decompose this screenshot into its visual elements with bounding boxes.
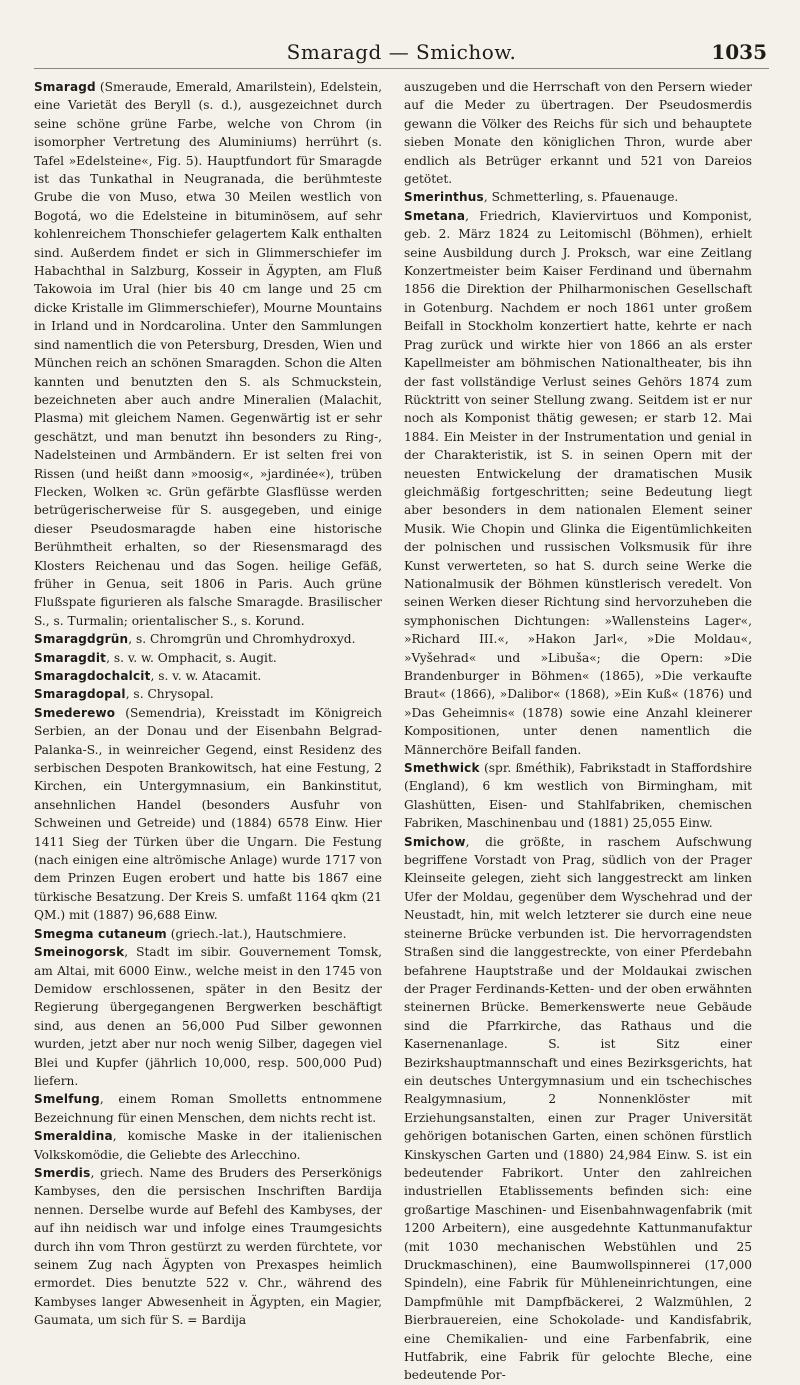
entry-text: , s. v. w. Omphacit, s. Augit.	[106, 650, 277, 665]
entry-headword: Smerinthus	[404, 190, 484, 205]
entry-headword: Smethwick	[404, 761, 480, 776]
entry-headword: Smaragdochalcit	[34, 669, 151, 683]
entry-text: , Schmetterling, s. Pfauenauge.	[483, 190, 679, 205]
page-number: 1035	[711, 40, 767, 64]
entry-text: , griech. Name des Bruders des Perserkönigs Kambyses, den die persischen Inschriften Bardija nennen. Derselbe wurde auf Befehl des Kambyses, der auf ihn neidisch war und infolge eines Traumgesichts durch ihn vom Thron gestürzt zu werden fürchtete, vor seinem Zug nach Ägypten von Prexaspes heimlich ermordet. Dies benutzte 522 v. Chr., während des Kambyses langer Abwesenheit in Ägypten, ein Magier, Gaumata, um sich für S. = Bardija	[34, 1165, 382, 1328]
lexicon-entry	[34, 943, 382, 1090]
lexicon-entry	[34, 1090, 382, 1127]
entry-text: , einem Roman Smolletts entnommene Bezeichnung für einen Menschen, dem nichts recht ist.	[34, 1092, 382, 1125]
entry-headword: Smetana	[404, 208, 466, 223]
right-column	[404, 78, 752, 1383]
entry-headword: Smerdis	[34, 1165, 91, 1180]
lexicon-entry	[34, 649, 382, 667]
entry-text: , Stadt im sibir. Gouvernement Tomsk, am Altai, mit 6000 Einw., welche meist in den 1745 von Demidow erschlossenen, später in den Besitz der Regierung übergegangenen Bergwerken beschäftigt sind, aus denen an 56,000 Pud Silber gewonnen wurden, jetzt aber nur noch wenig Silber, dagegen viel Blei und Kupfer (jährlich 10,000, resp. 500,000 Pud) liefern.	[34, 945, 382, 1088]
entry-text: (Semendria), Kreisstadt im Königreich Serbien, an der Donau und der Eisenbahn Belgrad-Palanka-S., in weinreicher Gegend, einst Residenz des serbischen Despoten Brankowitsch, hat eine Festung, 2 Kirchen, ein Untergymnasium, ein Bankinstitut, ansehnlichen Handel (besonders Ausfuhr von Schweinen und Getreide) und (1884) 6578 Einw. Hier 1411 Sieg der Türken über die Ungarn. Die Festung (nach einigen eine altrömische Anlage) wurde 1717 von dem Prinzen Eugen erobert und hatte bis 1867 eine türkische Besatzung. Der Kreis S. umfaßt 1164 qkm (21 QM.) mit (1887) 96,688 Einw.	[34, 705, 382, 923]
lexicon-entry	[404, 759, 752, 833]
entry-headword: Smaragdit	[34, 650, 107, 665]
lexicon-entry	[404, 78, 752, 188]
lexicon-entry	[34, 925, 382, 943]
lexicon-entry	[34, 704, 382, 925]
entry-text: (Smeraude, Emerald, Amarilstein), Edelstein, eine Varietät des Beryll (s. d.), ausgezeichnet durch seine schöne grüne Farbe, welche von Chrom (in isomorpher Vertretung des Aluminiums) herrührt (s. Tafel »Edelsteine«, Fig. 5). Hauptfundort für Smaragde ist das Tunkathal in Neugranada, die berühmteste Grube die von Muso, etwa 30 Meilen westlich von Bogotá, wo die Edelsteine in bituminösem, auf sehr kohlenreichem Thonschiefer gelagertem Kalk enthalten sind. Außerdem findet er sich in Glimmerschiefer im Habachthal in Salzburg, Kosseir in Ägypten, am Fluß Takowoia im Ural (hier bis 40 cm lange und 25 cm dicke Kristalle im Glimmerschiefer), Mourne Mountains in Irland und in Nordcarolina. Unter den Sammlungen sind namentlich die von Petersburg, Dresden, Wien und München reich an schönen Smaragden. Schon die Alten kannten und benutzten den S. als Schmuckstein, bezeichneten aber auch andre Mineralien (Malachit, Plasma) mit gleichem Namen. Gegenwärtig ist er sehr geschätzt, und man benutzt ihn besonders zu Ring-, Nadelsteinen und Armbändern. Er ist selten frei von Rissen (und heißt dann »moosig«, »jardinée«), trüben Flecken, Wolken ꝛc. Grün gefärbte Glasflüsse werden betrügerischerweise für S. ausgegeben, und einige dieser Pseudosmaragde haben eine historische Berühmtheit erhalten, so der Riesensmaragd des Klosters Reichenau und das Sogen. heilige Gefäß, früher in Genua, seit 1806 in Paris. Auch grüne Flußspate figurieren als falsche Smaragde. Brasilischer S., s. Turmalin; orientalischer S., s. Korund.	[34, 80, 382, 628]
header-title: Smaragd — Smichow.	[286, 40, 517, 64]
running-header	[34, 38, 769, 69]
lexicon-entry	[404, 188, 752, 206]
lexicon-entry	[34, 685, 382, 703]
entry-text: , die größte, in raschem Aufschwung begriffene Vorstadt von Prag, südlich von der Prager Kleinseite gelegen, zieht sich langgestreckt am linken Ufer der Moldau, gegenüber dem Wyschehrad und der Neustadt, hin, mit welch letzterer sie durch eine neue steinerne Brücke verbunden ist. Die hervorragendsten Straßen sind die langgestreckte, von einer Pferdebahn befahrene Hauptstraße und der Moldaukai zwischen der Prager Ferdinands-Ketten- und der oben erwähnten steinernen Brücke. Bemerkenswerte neue Gebäude sind die Pfarrkirche, das Rathaus und die Kasernenanlage. S. ist Sitz einer Bezirkshauptmannschaft und eines Bezirksgerichts, hat ein deutsches Untergymnasium und ein tschechisches Realgymnasium, 2 Nonnenklöster mit Erziehungsanstalten, einen zur Prager Universität gehörigen botanischen Garten, einen schönen fürstlich Kinskyschen Garten und (1880) 24,984 Einw. S. ist ein bedeutender Fabrikort. Unter den zahlreichen industriellen Etablissements befinden sich: eine großartige Maschinen- und Eisenbahnwagenfabrik (mit 1200 Arbeitern), eine ausgedehnte Kattunmanufaktur (mit 1030 mechanischen Webstühlen und 25 Druckmaschinen), eine Baumwollspinnerei (17,000 Spindeln), eine Fabrik für Mühleneinrichtungen, eine Dampfmühle mit Dampfbäckerei, 2 Walzmühlen, 2 Bierbrauereien, eine Schokolade- und Kandisfabrik, eine Chemikalien- und eine Farbenfabrik, eine Hutfabrik, eine Fabrik für gelochte Bleche, eine bedeutende Por-	[404, 834, 752, 1383]
entry-text: (griech.-lat.), Hautschmiere.	[166, 926, 347, 941]
entry-headword: Smegma cutaneum	[34, 926, 167, 941]
lexicon-entry	[34, 667, 382, 685]
entry-headword: Smaragd	[34, 80, 96, 94]
entry-text: , s. Chrysopal.	[125, 687, 214, 702]
entry-headword: Smaragdgrün	[34, 632, 129, 647]
entry-text: , Friedrich, Klaviervirtuos und Komponist, geb. 2. März 1824 zu Leitomischl (Böhmen), erhielt seine Ausbildung durch J. Proksch, war eine Zeitlang Konzertmeister beim Kaiser Ferdinand und übernahm 1856 die Direktion der Philharmonischen Gesellschaft in Gotenburg. Nachdem er noch 1861 unter großem Beifall in Stockholm konzertiert hatte, kehrte er nach Prag zurück und wirkte hier von 1866 an als erster Kapellmeister am böhmischen Nationaltheater, bis ihn der fast vollständige Verlust seines Gehörs 1874 zum Rücktritt von seiner Stellung zwang. Seitdem ist er nur noch als Komponist thätig gewesen; er starb 12. Mai 1884. Ein Meister in der Instrumentation und genial in der Charakteristik, ist S. in seinen Opern mit der neuesten Entwickelung der dramatischen Musik gleichmäßig fortgeschritten; seine Bedeutung liegt aber besonders in dem nationalen Element seiner Musik. Wie Chopin und Glinka die Eigentümlichkeiten der polnischen und russischen Volksmusik für ihre Kunst verwerteten, so hat S. durch seine Werke die Nationalmusik der Böhmen künstlerisch veredelt. Von seinen Werken dieser Richtung sind hervorzuheben die symphonischen Dichtungen: »Wallensteins Lager«, »Richard III.«, »Hakon Jarl«, »Die Moldau«, »Vyšehrad« und »Libuša«; die Opern: »Die Brandenburger in Böhmen« (1865), »Die verkaufte Braut« (1866), »Dalibor« (1868), »Ein Kuß« (1876) und »Das Geheimnis« (1878) sowie eine Anzahl kleinerer Kompositionen, unter denen namentlich die Männerchöre Beifall fanden.	[404, 208, 752, 757]
lexicon-entry	[34, 1127, 382, 1164]
entry-text: auszugeben und die Herrschaft von den Persern wieder auf die Meder zu übertragen. Der Pseudosmerdis gewann die Völker des Reichs für sich und behauptete sieben Monate den königlichen Thron, wurde aber endlich als Betrüger erkannt und 521 von Dareios getötet.	[404, 80, 752, 187]
entry-headword: Smaragdopal	[34, 687, 126, 702]
lexicon-entry	[34, 78, 382, 630]
entry-headword: Smelfung	[34, 1092, 100, 1107]
lexicon-entry	[404, 833, 752, 1385]
entry-headword: Smederewo	[34, 705, 116, 720]
lexicon-entry	[34, 630, 382, 648]
entry-text: (spr. ßméthik), Fabrikstadt in Staffordshire (England), 6 km westlich von Birmingham, mit Glashütten, Eisen- und Stahlfabriken, chemischen Fabriken, Maschinenbau und (1881) 25,055 Einw.	[404, 761, 752, 831]
lexicon-entry	[404, 207, 752, 759]
lexicon-entry	[34, 1164, 382, 1330]
entry-text: , komische Maske in der italienischen Volkskomödie, die Geliebte des Arlecchino.	[34, 1129, 382, 1162]
entry-text: , s. Chromgrün und Chromhydroxyd.	[128, 632, 356, 647]
entry-text: , s. v. w. Atacamit.	[150, 669, 262, 683]
entry-headword: Smeinogorsk	[34, 945, 125, 960]
entry-headword: Smeraldina	[34, 1129, 113, 1144]
left-column	[34, 78, 382, 1328]
entry-headword: Smichow	[404, 834, 466, 849]
